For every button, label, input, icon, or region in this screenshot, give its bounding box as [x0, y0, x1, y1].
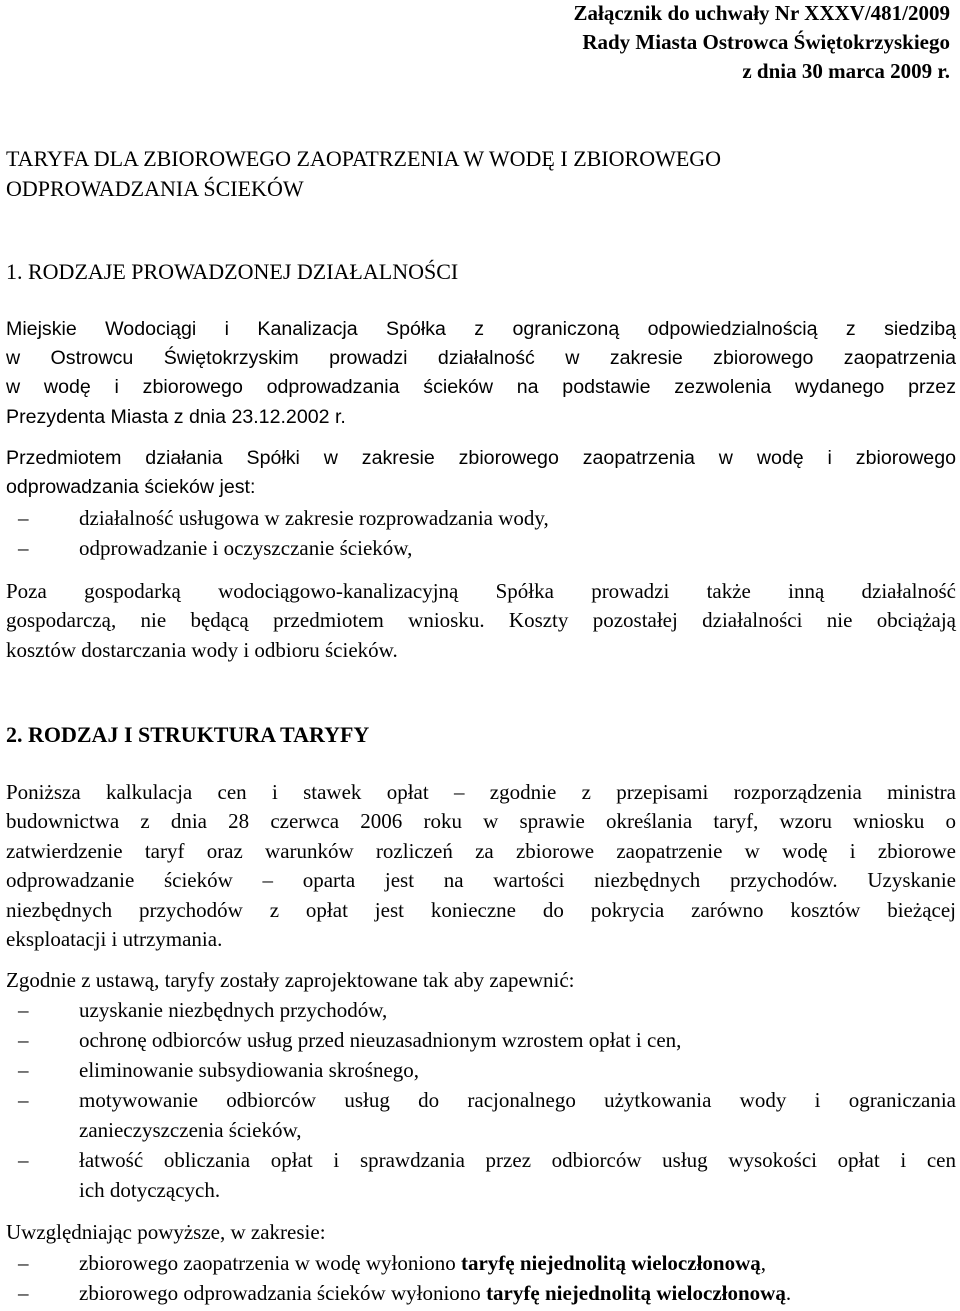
section-2-heading: 2. RODZAJ I STRUKTURA TARYFY: [6, 722, 370, 747]
text-line: Prezydenta Miasta z dnia 23.12.2002 r.: [6, 405, 346, 428]
header-line-2: Rady Miasta Ostrowca Świętokrzyskiego: [582, 30, 950, 54]
text-line: budownictwa z dnia 28 czerwca 2006 roku w sprawie określania taryf, wzoru wniosku o: [6, 809, 956, 834]
header-line-1: Załącznik do uchwały Nr XXXV/481/2009: [573, 1, 950, 25]
list-item: [6, 1145, 956, 1205]
document-title-line-1: TARYFA DLA ZBIOROWEGO ZAOPATRZENIA W WODĘ I ZBIOROWEGO: [6, 146, 722, 171]
list-item-text: łatwość obliczania opłat i sprawdzania przez odbiorców usług wysokości opłat i cen: [79, 1148, 956, 1172]
section-2-list: [6, 995, 956, 1205]
section-2-paragraph-3: [6, 1218, 956, 1247]
list-item-text: zanieczyszczenia ścieków,: [79, 1118, 302, 1142]
header-line-3: z dnia 30 marca 2009 r.: [742, 59, 950, 83]
text-line: kosztów dostarczania wody i odbioru ścieków.: [6, 637, 398, 662]
tariff-type-bold: taryfę niejednolitą wieloczłonową: [460, 1251, 761, 1275]
section-1-paragraph-3: [6, 577, 956, 665]
list-item-text: ich dotyczących.: [79, 1178, 221, 1202]
list-item-end: .: [785, 1281, 792, 1305]
text-line: Poza gospodarką wodociągowo-kanalizacyjną Spółka prowadzi także inną działalność: [6, 579, 956, 603]
dash-bullet: –: [18, 536, 29, 560]
dash-bullet: –: [18, 1148, 29, 1172]
text-line: Miejskie Wodociągi i Kanalizacja Spółka z ograniczoną odpowiedzialnością z siedzibą: [6, 318, 956, 340]
text-line: eksploatacji i utrzymania.: [6, 927, 223, 952]
section-2-paragraph-2: [6, 966, 956, 995]
text-line: zatwierdzenie taryf oraz warunków rozliczeń za zbiorowe zaopatrzenie w wodę i zbiorowe: [6, 838, 956, 863]
section-1-list: [6, 503, 956, 563]
list-item: [6, 1085, 956, 1145]
text-line: w wodę i zbiorowego odprowadzania ścieków na podstawie zezwolenia wydanego przez: [6, 376, 956, 399]
text-line: Poniższa kalkulacja cen i stawek opłat – zgodnie z przepisami rozporządzenia ministra: [6, 780, 956, 804]
attachment-header: [574, 0, 950, 86]
list-item-text: motywowanie odbiorców usług do racjonalnego użytkowania wody i ograniczania: [79, 1088, 956, 1112]
list-item-text: odprowadzanie i oczyszczanie ścieków,: [79, 536, 413, 560]
list-item-text: eliminowanie subsydiowania skrośnego,: [79, 1058, 420, 1082]
text-line: w Ostrowcu Świętokrzyskim prowadzi działalność w zakresie zbiorowego zaopatrzenia: [6, 347, 956, 370]
list-item-end: ,: [760, 1251, 766, 1275]
list-item-text: zbiorowego zaopatrzenia w wodę wyłoniono: [79, 1251, 461, 1275]
text-line: Zgodnie z ustawą, taryfy zostały zaprojektowane tak aby zapewnić:: [6, 968, 575, 992]
tariff-type-bold: taryfę niejednolitą wieloczłonową: [486, 1281, 786, 1305]
dash-bullet: –: [18, 1251, 29, 1275]
list-item: [6, 995, 956, 1025]
dash-bullet: –: [18, 1088, 29, 1112]
dash-bullet: –: [18, 1028, 29, 1052]
dash-bullet: –: [18, 1058, 29, 1082]
list-item: [6, 1278, 956, 1308]
dash-bullet: –: [18, 1281, 29, 1305]
text-line: Uwzględniając powyższe, w zakresie:: [6, 1220, 326, 1244]
list-item: [6, 1248, 956, 1278]
list-item-text: uzyskanie niezbędnych przychodów,: [79, 998, 388, 1022]
section-1-paragraph-2: [6, 444, 956, 502]
list-item-text: ochronę odbiorców usług przed nieuzasadnionym wzrostem opłat i cen,: [79, 1028, 682, 1052]
section-1-paragraph-1: [6, 315, 956, 432]
list-item: [6, 1025, 956, 1055]
list-item: [6, 533, 956, 563]
text-line: Przedmiotem działania Spółki w zakresie zbiorowego zaopatrzenia w wodę i zbiorowego: [6, 447, 956, 469]
list-item: [6, 503, 956, 533]
dash-bullet: –: [18, 506, 29, 530]
text-line: odprowadzania ścieków jest:: [6, 476, 256, 499]
text-line: odprowadzanie ścieków – oparta jest na wartości niezbędnych przychodów. Uzyskanie: [6, 868, 956, 893]
section-2-final-list: [6, 1248, 956, 1308]
section-2-paragraph-1: [6, 778, 956, 954]
text-line: niezbędnych przychodów z opłat jest konieczne do pokrycia zarówno kosztów bieżącej: [6, 897, 956, 922]
section-1-heading: 1. RODZAJE PROWADZONEJ DZIAŁALNOŚCI: [6, 259, 459, 284]
text-line: gospodarczą, nie będącą przedmiotem wniosku. Koszty pozostałej działalności nie obciążają: [6, 608, 956, 633]
list-item-text: zbiorowego odprowadzania ścieków wyłoniono: [79, 1281, 487, 1305]
dash-bullet: –: [18, 998, 29, 1022]
list-item-text: działalność usługowa w zakresie rozprowadzania wody,: [79, 506, 549, 530]
list-item: [6, 1055, 956, 1085]
document-title-line-2: ODPROWADZANIA ŚCIEKÓW: [6, 176, 304, 201]
